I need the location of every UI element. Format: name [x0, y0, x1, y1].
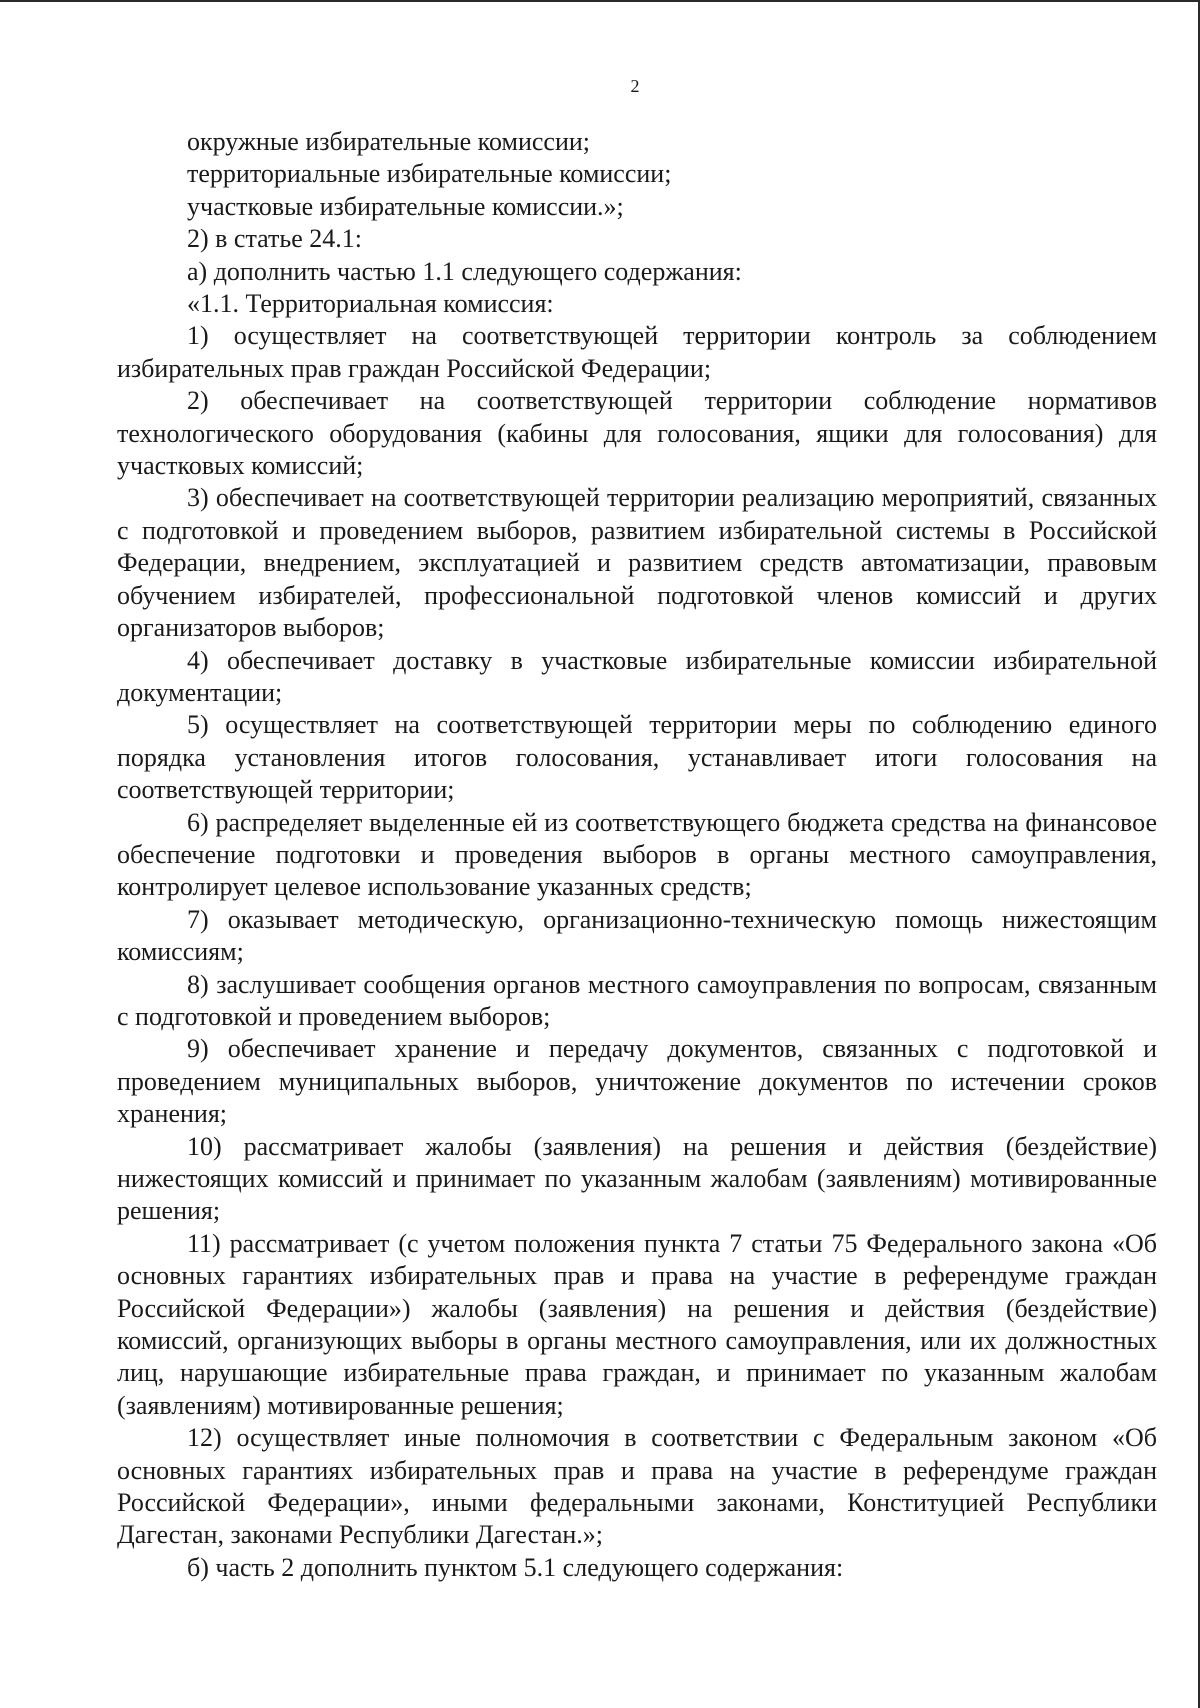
- paragraph-19: б) часть 2 дополнить пунктом 5.1 следующего содержания:: [187, 1552, 844, 1582]
- paragraph-18: 12) осуществляет иные полномочия в соответствии с Федеральным законом «Об основных гарантиях избирательных прав и права на участие в референдуме граждан Российской Федерации», иными федеральными законами, Конституцией Республики Дагестан, законами Республики Дагестан.»;: [117, 1423, 1157, 1550]
- paragraph-15: 9) обеспечивает хранение и передачу документов, связанных с подготовкой и проведением муниципальных выборов, уничтожение документов по истечении сроков хранения;: [117, 1034, 1157, 1129]
- paragraph-10: 4) обеспечивает доставку в участковые избирательные комиссии избирательной документации;: [117, 645, 1157, 707]
- paragraph-14: 8) заслушивает сообщения органов местного самоуправления по вопросам, связанным с подготовкой и проведением выборов;: [117, 969, 1157, 1031]
- page-number: 2: [630, 76, 640, 96]
- paragraph-16: 10) рассматривает жалобы (заявления) на решения и действия (бездействие) нижестоящих комиссий и принимает по указанным жалобам (заявлениям) мотивированные решения;: [117, 1131, 1157, 1226]
- paragraph-12: 6) распределяет выделенные ей из соответствующего бюджета средства на финансовое обеспечение подготовки и проведения выборов в органы местного самоуправления, контролирует целевое использование указанных средств;: [117, 807, 1157, 902]
- paragraph-4: 2) в статье 24.1:: [187, 224, 363, 254]
- document-body: [117, 126, 1157, 1584]
- scan-edge-top: [0, 0, 1200, 2]
- paragraph-1: окружные избирательные комиссии;: [187, 127, 590, 156]
- paragraph-3: участковые избирательные комиссии.»;: [187, 191, 624, 221]
- paragraph-9: 3) обеспечивает на соответствующей территории реализацию мероприятий, связанных с подготовкой и проведением выборов, развитием избирательной системы в Российской Федерации, внедрением, эксплуатацией и развитием средств автоматизации, правовым обучением избирателей, профессиональной подготовкой членов комиссий и других организаторов выборов;: [117, 483, 1157, 643]
- paragraph-2: территориальные избирательные комиссии;: [187, 159, 672, 189]
- paragraph-13: 7) оказывает методическую, организационно-техническую помощь нижестоящим комиссиям;: [117, 904, 1157, 967]
- paragraph-7: 1) осуществляет на соответствующей территории контроль за соблюдением избирательных прав граждан Российской Федерации;: [117, 321, 1157, 383]
- paragraph-6: «1.1. Территориальная комиссия:: [187, 289, 554, 319]
- paragraph-8: 2) обеспечивает на соответствующей территории соблюдение нормативов технологического оборудования (кабины для голосования, ящики для голосования) для участковых комиссий;: [117, 386, 1157, 481]
- paragraph-5: а) дополнить частью 1.1 следующего содержания:: [187, 256, 742, 286]
- paragraph-17: 11) рассматривает (с учетом положения пункта 7 статьи 75 Федерального закона «Об основных гарантиях избирательных прав и права на участие в референдуме граждан Российской Федерации») жалобы (заявления) на решения и действия (бездействие) комиссий, организующих выборы в органы местного самоуправления, или их должностных лиц, нарушающие избирательные права граждан, и принимает по указанным жалобам (заявлениям) мотивированные решения;: [117, 1228, 1157, 1420]
- paragraph-11: 5) осуществляет на соответствующей территории меры по соблюдению единого порядка установления итогов голосования, устанавливает итоги голосования на соответствующей территории;: [117, 710, 1157, 805]
